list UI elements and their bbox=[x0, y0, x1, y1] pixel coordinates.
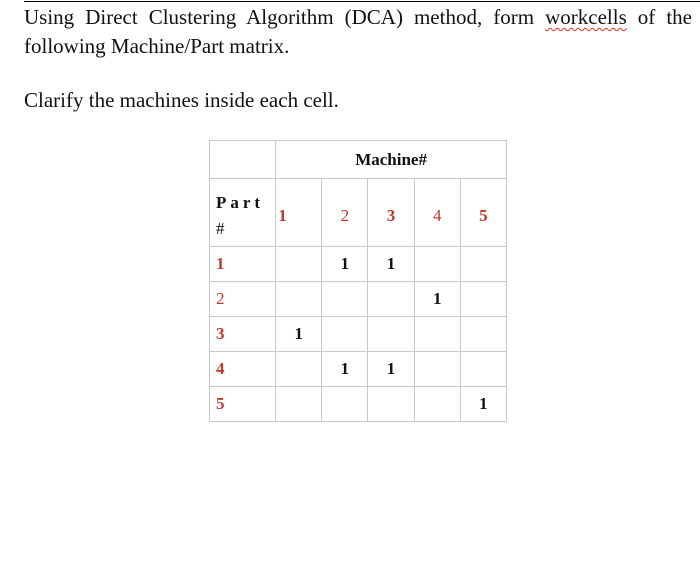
matrix-cell bbox=[460, 247, 506, 282]
matrix-cell: 1 bbox=[368, 247, 414, 282]
part-number: 2 bbox=[210, 282, 276, 317]
matrix-cell bbox=[322, 387, 368, 422]
matrix-cell bbox=[368, 282, 414, 317]
part-number: 5 bbox=[210, 387, 276, 422]
matrix-cell bbox=[414, 352, 460, 387]
matrix-row bbox=[210, 247, 507, 282]
part-number: 1 bbox=[210, 247, 276, 282]
matrix-cell: 1 bbox=[322, 352, 368, 387]
part-number: 4 bbox=[210, 352, 276, 387]
matrix-cell: 1 bbox=[322, 247, 368, 282]
machine-part-matrix bbox=[209, 140, 507, 422]
question-line-2: following Machine/Part matrix. bbox=[24, 34, 290, 58]
machine-number: 1 bbox=[276, 179, 322, 247]
spellcheck-flagged-word[interactable]: workcells bbox=[545, 5, 627, 29]
matrix-row bbox=[210, 387, 507, 422]
matrix-corner-cell bbox=[210, 141, 276, 179]
matrix-cell: 1 bbox=[276, 317, 322, 352]
machine-header: Machine# bbox=[276, 141, 507, 179]
matrix-cell bbox=[414, 317, 460, 352]
matrix-header-row bbox=[210, 141, 507, 179]
matrix-cell bbox=[368, 387, 414, 422]
matrix-cell bbox=[276, 282, 322, 317]
question-text-end: of the bbox=[626, 5, 692, 29]
matrix-cell bbox=[322, 317, 368, 352]
matrix-cell bbox=[276, 387, 322, 422]
matrix-row bbox=[210, 352, 507, 387]
machine-number: 3 bbox=[368, 179, 414, 247]
machine-number: 2 bbox=[322, 179, 368, 247]
part-number: 3 bbox=[210, 317, 276, 352]
machine-number-row bbox=[210, 179, 507, 247]
matrix-cell bbox=[368, 317, 414, 352]
matrix-row bbox=[210, 317, 507, 352]
matrix-cell: 1 bbox=[368, 352, 414, 387]
matrix-cell: 1 bbox=[414, 282, 460, 317]
matrix-cell bbox=[460, 282, 506, 317]
matrix-cell bbox=[276, 247, 322, 282]
matrix-cell: 1 bbox=[460, 387, 506, 422]
machine-number: 5 bbox=[460, 179, 506, 247]
matrix-cell bbox=[414, 247, 460, 282]
part-header-label: Part bbox=[216, 192, 265, 212]
matrix-row bbox=[210, 282, 507, 317]
top-rule bbox=[24, 1, 700, 2]
matrix-cell bbox=[460, 352, 506, 387]
machine-number: 4 bbox=[414, 179, 460, 247]
instruction-text: Clarify the machines inside each cell. bbox=[24, 88, 339, 112]
matrix-cell bbox=[276, 352, 322, 387]
matrix-cell bbox=[460, 317, 506, 352]
matrix-cell bbox=[414, 387, 460, 422]
question-line-1 bbox=[24, 4, 692, 30]
part-header-hash: # bbox=[216, 218, 225, 238]
question-text-start: Using Direct Clustering Algorithm (DCA) method, form bbox=[24, 5, 546, 29]
part-header bbox=[210, 179, 276, 247]
matrix-cell bbox=[322, 282, 368, 317]
